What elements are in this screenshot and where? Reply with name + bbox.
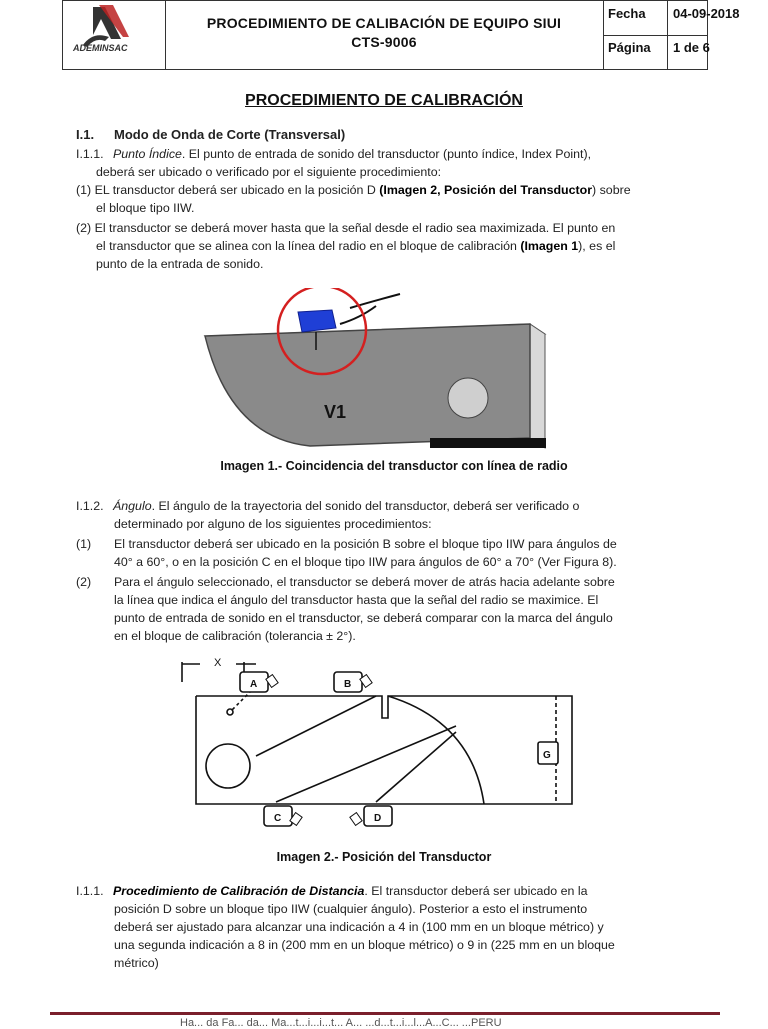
transducer-a-icon	[240, 672, 278, 692]
caption-prefix: Imagen 2.-	[276, 850, 339, 864]
text-line: . El transductor deberá ser ubicado en la	[364, 884, 588, 898]
caption-text: Coincidencia del transductor con línea de radio	[282, 459, 568, 473]
page-row	[603, 35, 708, 69]
text-line: punto de la entrada de sonido.	[96, 257, 264, 271]
document-header	[62, 0, 740, 70]
text-line: . El ángulo de la trayectoria del sonido del transductor, deberá ser verificado o	[151, 499, 580, 513]
list-item	[76, 181, 631, 199]
paragraph-number: I.1.1.	[76, 147, 104, 161]
logo-text: ADEMINSAC	[73, 43, 128, 53]
company-logo	[63, 1, 166, 69]
text-line: ), es el	[578, 239, 616, 253]
paragraph-calibracion-distancia	[76, 882, 696, 900]
text-line: una segunda indicación a 8 in (200 mm en un bloque métrico) o 9 in (225 mm en un bloque	[114, 938, 615, 952]
paragraph-number: I.1.2.	[76, 499, 104, 513]
header-title	[165, 1, 604, 69]
term-angulo: Ángulo	[113, 499, 152, 513]
header-title-line2: CTS-9006	[351, 34, 417, 50]
text-line	[96, 237, 615, 255]
image-2-caption	[0, 850, 768, 864]
page-label: Página	[608, 40, 651, 55]
term-punto-indice: Punto Índice	[113, 147, 182, 161]
section-number: I.1.	[76, 127, 95, 142]
page-value: 1 de 6	[673, 40, 710, 55]
footer-divider	[50, 1012, 720, 1015]
image-1-label: V1	[324, 402, 347, 422]
label-b: B	[344, 679, 352, 690]
text-line: la línea que indica el ángulo del transductor hasta que la señal del radio se maximice. El	[114, 593, 599, 607]
paragraph-punto-indice	[76, 145, 696, 163]
label-d: D	[374, 813, 382, 824]
section-title: Modo de Onda de Corte (Transversal)	[114, 127, 346, 142]
date-row	[603, 1, 740, 36]
label-g: G	[543, 750, 551, 761]
transducer-b-icon	[334, 672, 372, 692]
header-title-line1: PROCEDIMIENTO DE CALIBACIÓN DE EQUIPO SIUI	[206, 15, 562, 31]
text-line: ) sobre	[592, 183, 631, 197]
text-line: en el bloque de calibración (tolerancia ± 2°).	[114, 629, 356, 643]
list-number: (2)	[76, 575, 92, 589]
text-line: 40° a 60°, o en la posición C en el bloque tipo IIW para ángulos de 60° a 70° (Ver Figura 8).	[114, 555, 617, 569]
image-1-caption	[20, 459, 768, 473]
paragraph-angulo	[76, 497, 696, 515]
list-item: (2) El transductor se deberá mover hasta que la señal desde el radio sea maximizada. El punto en	[76, 221, 616, 235]
text-line: posición D sobre un bloque tipo IIW (cualquier ángulo). Posterior a esto el instrumento	[114, 902, 588, 916]
text-line: El transductor deberá ser ubicado en la posición B sobre el bloque tipo IIW para ángulos de	[114, 537, 617, 551]
text-line: . El punto de entrada de sonido del transductor (punto índice, Index Point),	[181, 147, 592, 161]
text-line: deberá ser ajustado para alcanzar una indicación a 4 in (100 mm en un bloque métrico) y	[114, 920, 604, 934]
label-a: A	[250, 679, 258, 690]
date-label: Fecha	[608, 6, 646, 21]
header-meta	[603, 1, 740, 69]
ref-imagen-1: (Imagen 1	[520, 239, 579, 253]
logo-mark-icon	[63, 1, 165, 69]
text-line: (1) EL transductor deberá ser ubicado en la posición D	[76, 183, 380, 197]
dimension-x-label: X	[214, 657, 222, 669]
text-line: métrico)	[114, 956, 159, 970]
text-line: Para el ángulo seleccionado, el transductor se deberá mover de atrás hacia adelante sobre	[114, 575, 615, 589]
transducer-d-icon	[350, 806, 392, 826]
transducer-c-icon	[264, 806, 302, 826]
image-2-transducer-positions	[176, 652, 580, 830]
transducer-g-icon	[538, 742, 558, 764]
caption-prefix: Imagen 1.-	[220, 459, 283, 473]
image-1-calibration-block	[200, 288, 552, 454]
caption-text: Posición del Transductor	[338, 850, 492, 864]
ref-imagen-2: (Imagen 2, Posición del Transductor	[379, 183, 593, 197]
paragraph-number: I.1.1.	[76, 884, 104, 898]
date-value: 04-09-2018	[673, 6, 740, 21]
footer-text: Ha... da Fa... da... Ma...t...i...i...t... A... ...d...t...i...l...A...C... ...PERU	[180, 1017, 502, 1029]
text-line: deberá ser ubicado o verificado por el siguiente procedimiento:	[96, 165, 442, 179]
list-number: (1)	[76, 537, 92, 551]
term-calibracion-distancia: Procedimiento de Calibración de Distancia	[113, 884, 365, 898]
text-line: el bloque tipo IIW.	[96, 201, 195, 215]
document-title: PROCEDIMIENTO DE CALIBRACIÓN	[245, 92, 523, 109]
label-c: C	[274, 813, 282, 824]
text-line: el transductor que se alinea con la línea del radio en el bloque de calibración	[96, 239, 521, 253]
text-line: punto de entrada de sonido en el transductor, se deberá comparar con la marca del ángulo	[114, 611, 613, 625]
text-line: determinado por alguno de los siguientes procedimientos:	[114, 517, 432, 531]
section-heading	[76, 126, 346, 144]
